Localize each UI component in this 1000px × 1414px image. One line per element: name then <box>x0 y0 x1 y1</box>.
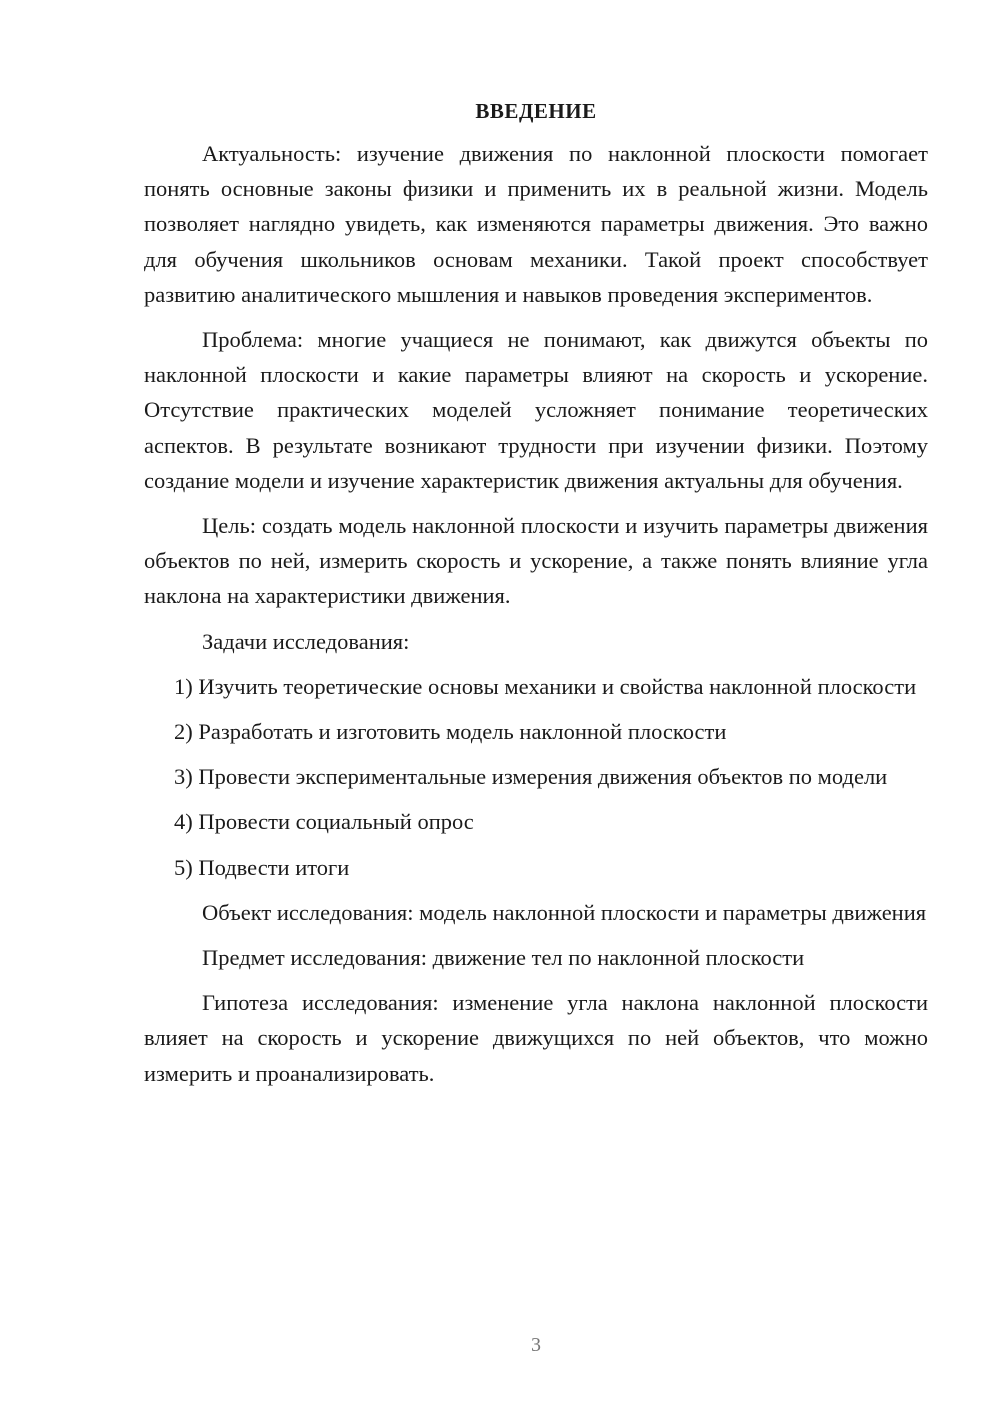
paragraph-subject: Предмет исследования: движение тел по наклонной плоскости <box>202 945 805 971</box>
page-number: 3 <box>531 1334 541 1356</box>
paragraph-problem: Проблема: многие учащиеся не понимают, как движутся объекты по наклонной плоскости и какие параметры влияют на скорость и ускорение. Отсутствие практических моделей усложняет понимание теоретических аспектов. В результате возникают трудности при изучении физики. Поэтому создание модели и изучение характеристик движения актуальны для обучения. <box>144 327 928 493</box>
task-item-4: 4) Провести социальный опрос <box>174 809 474 835</box>
paragraph-hypothesis: Гипотеза исследования: изменение угла наклона наклонной плоскости влияет на скорость и ускорение движущихся по ней объектов, что можно измерить и проанализировать. <box>144 990 928 1086</box>
task-item-5: 5) Подвести итоги <box>174 854 350 880</box>
document-body <box>144 96 928 1101</box>
paragraph-goal: Цель: создать модель наклонной плоскости и изучить параметры движения объектов по ней, измерить скорость и ускорение, а также понять влияние угла наклона на характеристики движения. <box>144 513 928 609</box>
tasks-heading: Задачи исследования: <box>202 628 410 654</box>
paragraph-object: Объект исследования: модель наклонной плоскости и параметры движения <box>202 899 927 925</box>
section-title: ВВЕДЕНИЕ <box>475 99 597 123</box>
task-item-3: 3) Провести экспериментальные измерения движения объектов по модели <box>174 764 888 790</box>
task-item-1: 1) Изучить теоретические основы механики и свойства наклонной плоскости <box>174 673 917 699</box>
paragraph-relevance: Актуальность: изучение движения по наклонной плоскости помогает понять основные законы физики и применить их в реальной жизни. Модель позволяет наглядно увидеть, как изменяются параметры движения. Это важно для обучения школьников основам механики. Такой проект способствует развитию аналитического мышления и навыков проведения экспериментов. <box>144 141 928 307</box>
task-item-2: 2) Разработать и изготовить модель наклонной плоскости <box>174 719 727 745</box>
